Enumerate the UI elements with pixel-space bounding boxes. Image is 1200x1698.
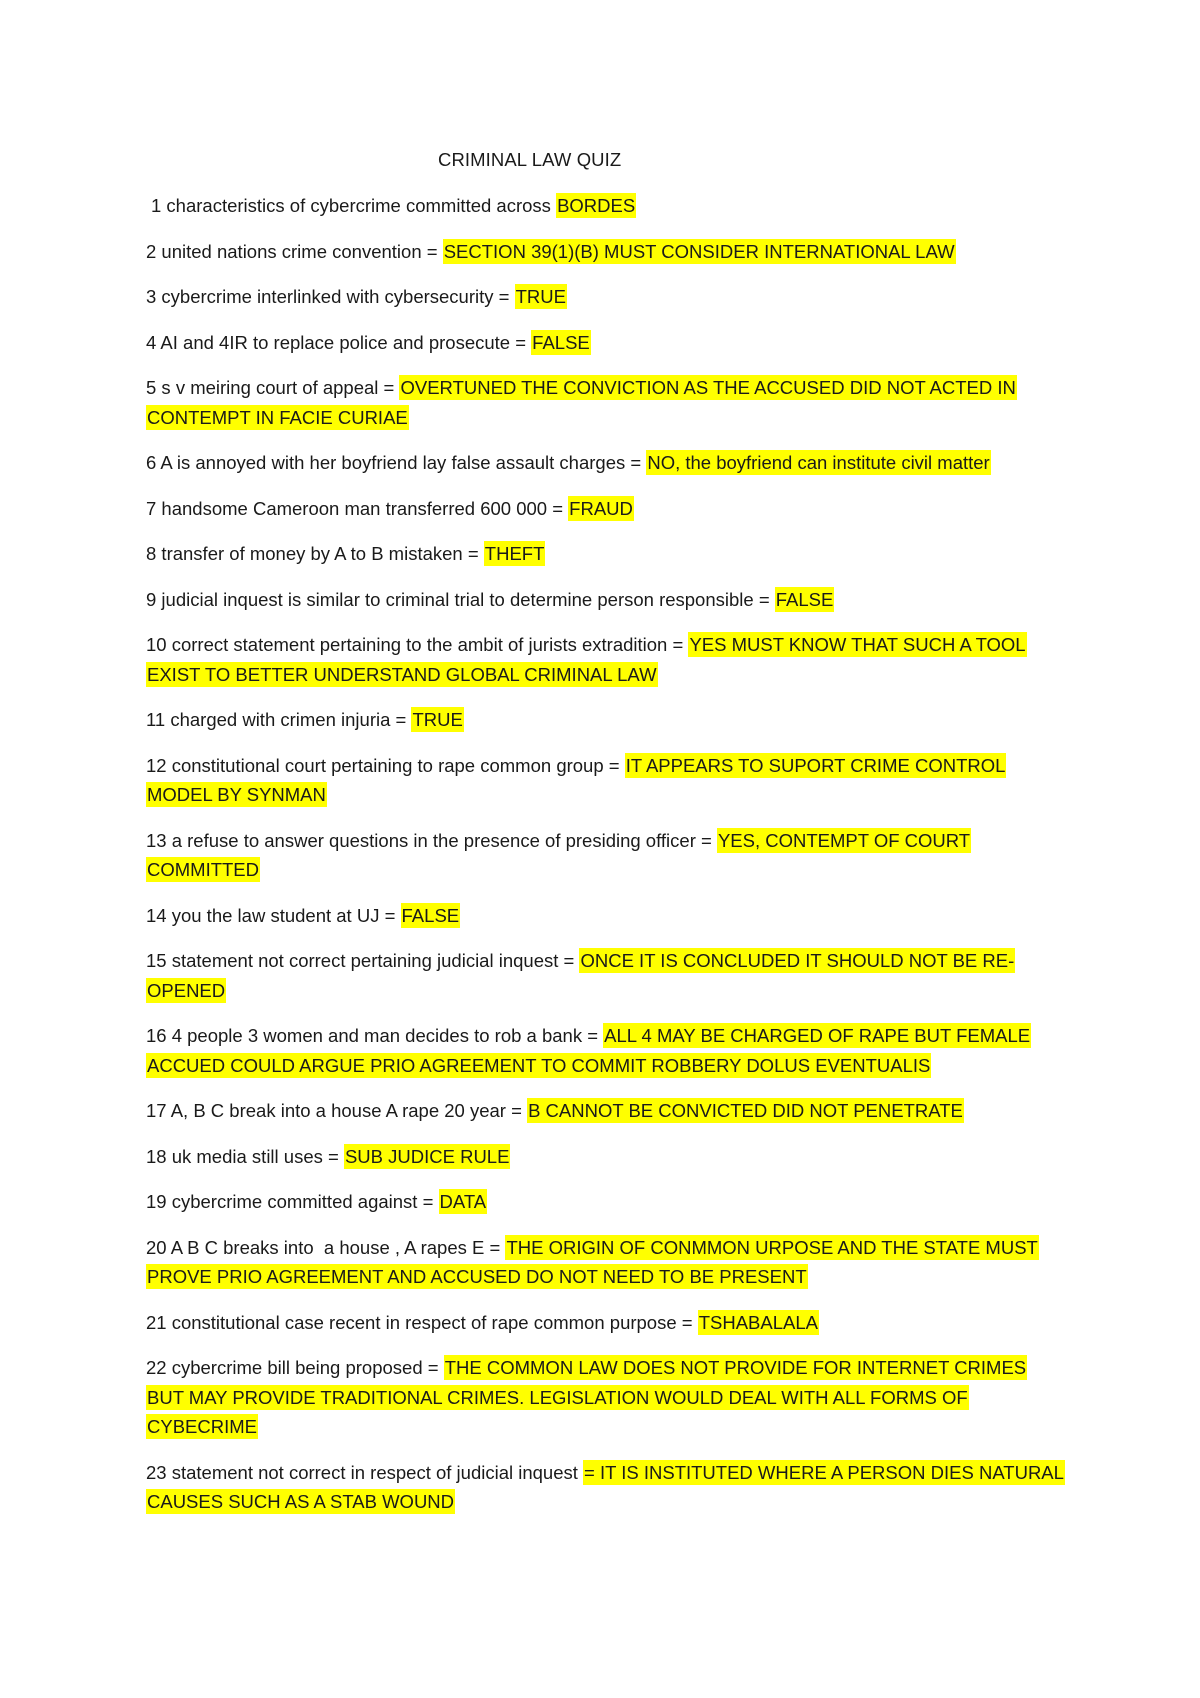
question-text: 7 handsome Cameroon man transferred 600 000 = [146, 497, 569, 519]
quiz-list [146, 191, 1066, 1533]
highlighted-answer: ALL 4 MAY BE CHARGED OF RAPE BUT FEMALE ACCUED COULD ARGUE PRIO AGREEMENT TO COMMIT ROBBERY DOLUS EVENTUALIS [147, 1025, 1031, 1076]
quiz-item [146, 1021, 1066, 1080]
question-text: 19 cybercrime committed against = [146, 1191, 439, 1212]
highlighted-answer: YES MUST KNOW THAT SUCH A TOOL EXIST TO BETTER UNDERSTAND GLOBAL CRIMINAL LAW [147, 634, 1026, 685]
question-text: 2 united nations crime convention = [146, 240, 443, 262]
quiz-item [146, 1187, 1066, 1217]
question-text: 22 cybercrime bill being proposed = [146, 1357, 444, 1378]
quiz-item [146, 373, 1066, 432]
question-text: 13 a refuse to answer questions in the presence of presiding officer = [146, 829, 717, 851]
quiz-item [146, 237, 1066, 267]
quiz-item [146, 448, 1066, 478]
highlighted-answer: NO, the boyfriend can institute civil matter [647, 452, 990, 473]
question-text: 8 transfer of money by A to B mistaken = [146, 543, 484, 564]
highlighted-answer: FRAUD [569, 497, 633, 519]
question-text: 16 4 people 3 women and man decides to rob a bank = [146, 1025, 604, 1046]
quiz-item [146, 282, 1066, 312]
quiz-item [146, 585, 1066, 615]
highlighted-answer: = IT IS INSTITUTED WHERE A PERSON DIES NATURAL CAUSES SUCH AS A STAB WOUND [147, 1461, 1064, 1512]
highlighted-answer: FALSE [532, 331, 590, 353]
question-text: 10 correct statement pertaining to the ambit of jurists extradition = [146, 634, 689, 655]
quiz-item [146, 1096, 1066, 1126]
highlighted-answer: FALSE [775, 588, 834, 610]
question-text: 4 AI and 4IR to replace police and prosecute = [146, 331, 532, 353]
quiz-item [146, 1308, 1066, 1338]
quiz-item [146, 1233, 1066, 1292]
document-title: CRIMINAL LAW QUIZ [438, 149, 622, 170]
quiz-item [146, 901, 1066, 931]
highlighted-answer: SECTION 39(1)(B) MUST CONSIDER INTERNATIONAL LAW [443, 240, 955, 262]
question-text: 15 statement not correct pertaining judicial inquest = [146, 950, 580, 971]
quiz-item [146, 1458, 1066, 1517]
quiz-item [146, 705, 1066, 735]
question-text: 1 characteristics of cybercrime committed across [151, 195, 557, 216]
question-text: 5 s v meiring court of appeal = [146, 377, 400, 398]
highlighted-answer: B CANNOT BE CONVICTED DID NOT PENETRATE [528, 1100, 963, 1121]
quiz-item [146, 494, 1066, 524]
question-text: 23 statement not correct in respect of judicial inquest [146, 1461, 584, 1483]
quiz-item [146, 630, 1066, 689]
quiz-item [146, 1353, 1066, 1442]
quiz-item [146, 826, 1066, 885]
highlighted-answer: THE COMMON LAW DOES NOT PROVIDE FOR INTERNET CRIMES BUT MAY PROVIDE TRADITIONAL CRIMES. LEGISLATION WOULD DEAL WITH ALL FORMS OF CYBECRIME [147, 1357, 1027, 1437]
highlighted-answer: THE ORIGIN OF CONMMON URPOSE AND THE STATE MUST PROVE PRIO AGREEMENT AND ACCUSED DO NOT NEED TO BE PRESENT [147, 1236, 1038, 1287]
question-text: 3 cybercrime interlinked with cybersecurity = [146, 286, 515, 307]
highlighted-answer: SUB JUDICE RULE [344, 1145, 510, 1167]
highlighted-answer: BORDES [557, 195, 636, 216]
highlighted-answer: TRUE [412, 709, 463, 730]
highlighted-answer: FALSE [401, 904, 460, 926]
question-text: 17 A, B C break into a house A rape 20 year = [146, 1100, 528, 1121]
question-text: 20 A B C breaks into a house , A rapes E = [146, 1236, 506, 1258]
highlighted-answer: ONCE IT IS CONCLUDED IT SHOULD NOT BE RE-OPENED [147, 950, 1015, 1001]
highlighted-answer: TRUE [515, 286, 566, 307]
quiz-item [146, 328, 1066, 358]
quiz-item [146, 539, 1066, 569]
highlighted-answer: DATA [439, 1191, 487, 1212]
highlighted-answer: OVERTUNED THE CONVICTION AS THE ACCUSED DID NOT ACTED IN CONTEMPT IN FACIE CURIAE [147, 377, 1016, 428]
quiz-item [146, 1142, 1066, 1172]
question-text: 18 uk media still uses = [146, 1145, 344, 1167]
question-text: 12 constitutional court pertaining to rape common group = [146, 754, 625, 776]
highlighted-answer: IT APPEARS TO SUPORT CRIME CONTROL MODEL BY SYNMAN [147, 754, 1006, 805]
quiz-item [146, 191, 1066, 221]
question-text: 14 you the law student at UJ = [146, 904, 401, 926]
question-text: 11 charged with crimen injuria = [146, 709, 412, 730]
question-text: 6 A is annoyed with her boyfriend lay false assault charges = [146, 452, 647, 473]
quiz-item [146, 751, 1066, 810]
highlighted-answer: YES, CONTEMPT OF COURT COMMITTED [147, 829, 971, 880]
highlighted-answer: THEFT [484, 543, 545, 564]
highlighted-answer: TSHABALALA [698, 1311, 818, 1333]
question-text: 21 constitutional case recent in respect of rape common purpose = [146, 1311, 698, 1333]
quiz-item [146, 946, 1066, 1005]
question-text: 9 judicial inquest is similar to criminal trial to determine person responsible = [146, 588, 775, 610]
